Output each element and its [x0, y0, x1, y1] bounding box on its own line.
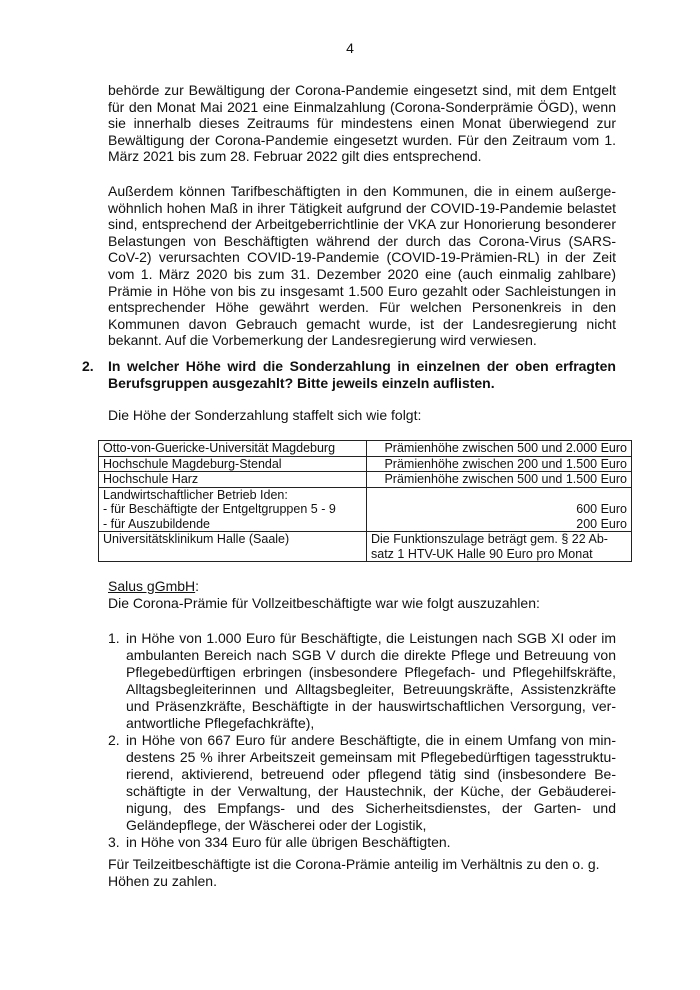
table-cell-amount: [367, 487, 632, 532]
list-text: in Höhe von 334 Euro für alle übrigen Beschäftigten.: [126, 834, 451, 850]
iden-group-entgelt: - für Beschäftigte der Entgeltgruppen 5 - 9: [103, 502, 336, 516]
table-cell-amount: [367, 532, 632, 562]
list-item: [108, 834, 616, 851]
klinikum-note-line2: satz 1 HTV-UK Halle 90 Euro pro Monat: [371, 546, 593, 561]
list-text: in Höhe von 667 Euro für andere Beschäftigte, die in einem Umfang von mindestens 25 % ihrer Arbeitszeit gemeinsam mit Pflegebedürftigen tagesstrukturierend, aktivierend, betreuend oder pflegend tätig sind (insbesondere Beschäftigte in der Verwaltung, der Haustechnik, der Küche, der Gebäudereinigung, des Empfangs- und des Sicherheitsdienstes, der Garten- und Geländepflege, der Wäscherei oder der Logistik,: [126, 732, 616, 833]
question-text: In welcher Höhe wird die Sonderzahlung in einzelnen der oben erfragten Berufsgruppen ausgezahlt? Bitte jeweils einzeln auflisten.: [108, 358, 616, 391]
bonus-table: [98, 440, 632, 562]
list-item: [108, 630, 616, 732]
salus-section: [108, 578, 540, 612]
table-row: [99, 456, 632, 472]
table-cell-amount: Prämienhöhe zwischen 500 und 1.500 Euro: [367, 472, 632, 488]
list-item: [108, 732, 616, 834]
iden-value-azubi: 200 Euro: [576, 516, 627, 531]
table-cell-amount: Prämienhöhe zwischen 200 und 1.500 Euro: [367, 456, 632, 472]
iden-title: Landwirtschaftlicher Betrieb Iden:: [103, 487, 288, 502]
list-number: 2.: [108, 732, 120, 748]
table-cell-institution: Hochschule Magdeburg-Stendal: [99, 456, 367, 472]
table-row: [99, 472, 632, 488]
table-row: [99, 441, 632, 457]
list-number: 3.: [108, 834, 120, 850]
table-intro: Die Höhe der Sonderzahlung staffelt sich wie folgt:: [108, 407, 422, 423]
list-text: in Höhe von 1.000 Euro für Beschäftigte, die Leistungen nach SGB XI oder im ambulanten Bereich nach SGB V durch die direkte Pflege und Betreuung von Pflegebedürftigen erbringen (insbesondere Pflegefach- und Pflegehilfskräfte, Alltagsbegleiterinnen und Alltagsbegleiter, Betreuungskräfte, Assistenzkräfte und Präsenzkräfte, Beschäftigte in der hauswirtschaftlichen Versorgung, verantwortliche Pflegefachkräfte),: [126, 630, 616, 731]
salus-name: Salus gGmbH: [108, 578, 196, 594]
salus-colon: :: [195, 578, 200, 594]
question-number: 2.: [82, 358, 94, 374]
table-cell-institution: Universitätsklinikum Halle (Saale): [99, 532, 367, 562]
table-row: [99, 532, 632, 562]
paragraph-oegd: behörde zur Bewältigung der Corona-Pandemie eingesetzt sind, mit dem Entgelt für den Monat Mai 2021 eine Einmalzahlung (Corona-Sonderprämie ÖGD), wenn sie innerhalb dieses Zeitraums für mindestens einen Monat überwiegend zur Bewältigung der Corona-Pandemie eingesetzt wurden. Für den Zeitraum vom 1. März 2021 bis zum 28. Februar 2022 gilt dies entsprechend.: [108, 82, 616, 165]
list-number: 1.: [108, 630, 120, 646]
salus-list: [108, 630, 616, 851]
table-cell-institution: Hochschule Harz: [99, 472, 367, 488]
klinikum-note-line1: Die Funktionszulage beträgt gem. § 22 Ab-: [371, 532, 608, 546]
table-cell-institution: [99, 487, 367, 532]
table-row: [99, 487, 632, 532]
iden-value-entgelt: 600 Euro: [576, 502, 627, 516]
paragraph-teilzeit: Für Teilzeitbeschäftigte ist die Corona-Prämie anteilig im Verhältnis zu den o. g. Höhen zu zahlen.: [108, 856, 600, 889]
table-cell-amount: Prämienhöhe zwischen 500 und 2.000 Euro: [367, 441, 632, 457]
page-number: 4: [346, 40, 354, 56]
table-cell-institution: Otto-von-Guericke-Universität Magdeburg: [99, 441, 367, 457]
iden-group-azubi: - für Auszubildende: [103, 516, 211, 531]
salus-intro: Die Corona-Prämie für Vollzeitbeschäftigte war wie folgt auszuzahlen:: [108, 595, 540, 611]
paragraph-kommunen: Außerdem können Tarifbeschäftigten in den Kommunen, die in einem außergewöhnlich hohen Maß in ihrer Tätigkeit aufgrund der COVID-19-Pandemie belastet sind, entsprechend der Arbeitgeberrichtlinie der VKA zur Honorierung besonderer Belastungen von Beschäftigten während der durch das Corona-Virus (SARS-CoV-2) verursachten COVID-19-Pandemie (COVID-19-Prämien-RL) in der Zeit vom 1. März 2020 bis zum 31. Dezember 2020 eine (auch einmalig zahlbare) Prämie in Höhe von bis zu insgesamt 1.500 Euro gezahlt oder Sachleistungen in entsprechender Höhe gewährt werden. Für welchen Personenkreis in den Kommunen davon Gebrauch gemacht wurde, ist der Landesregierung nicht bekannt. Auf die Vorbemerkung der Landesregierung wird verwiesen.: [108, 183, 616, 349]
